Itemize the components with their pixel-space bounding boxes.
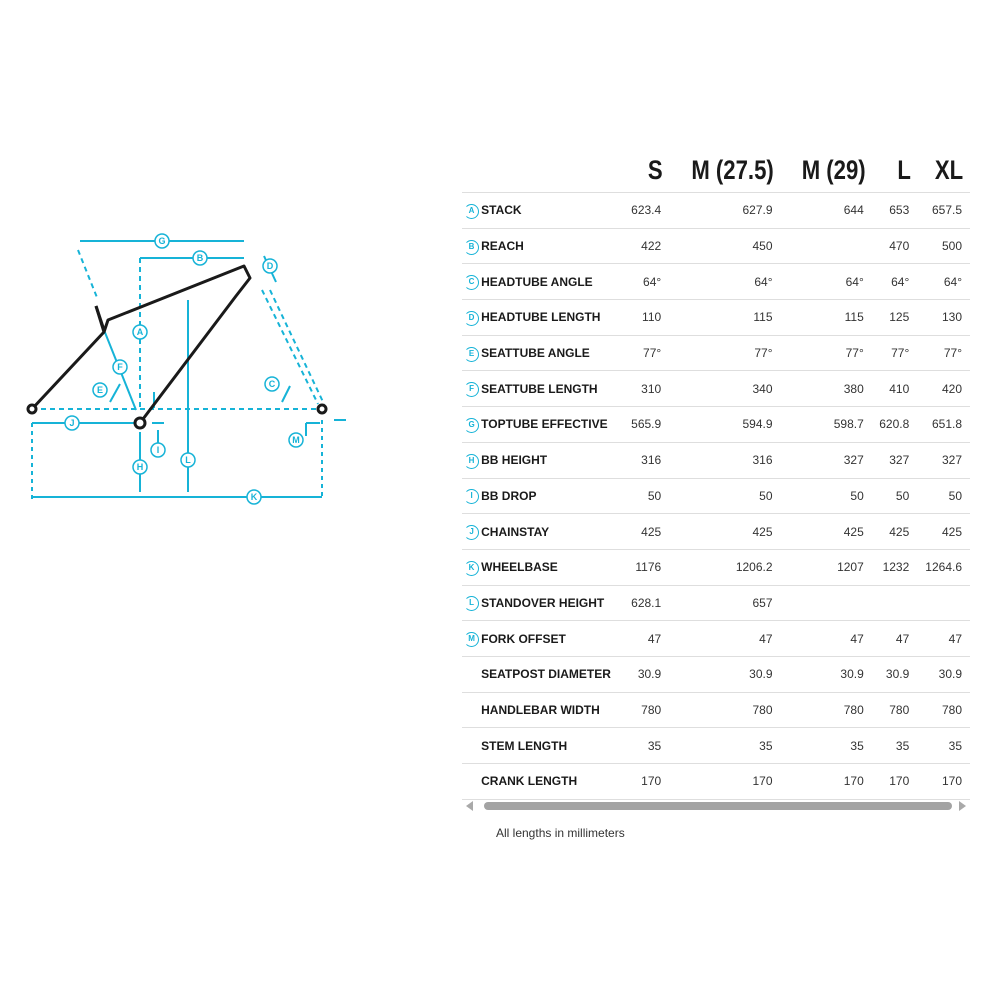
measurement-name: FORK OFFSET <box>481 621 611 657</box>
measurement-value: 644 <box>781 193 872 229</box>
badge-cell <box>462 228 481 264</box>
measurement-value: 422 <box>611 228 669 264</box>
measurement-value: 64° <box>611 264 669 300</box>
measurement-badge: D <box>464 311 479 326</box>
measurement-value: 30.9 <box>669 656 780 692</box>
measurement-value: 500 <box>917 228 970 264</box>
measurement-value: 780 <box>669 692 780 728</box>
measurement-value: 623.4 <box>611 193 669 229</box>
measurement-value: 657 <box>669 585 780 621</box>
measurement-value: 170 <box>611 764 669 800</box>
measurement-value: 310 <box>611 371 669 407</box>
measurement-value: 110 <box>611 300 669 336</box>
measurement-badge: H <box>464 454 479 469</box>
measurement-value: 35 <box>917 728 970 764</box>
measurement-badge: K <box>464 561 479 576</box>
units-footnote: All lengths in millimeters <box>496 826 625 840</box>
table-row <box>462 728 970 764</box>
measurement-value: 50 <box>872 478 918 514</box>
measurement-name: BB DROP <box>481 478 611 514</box>
measurement-value: 170 <box>917 764 970 800</box>
measurement-value: 1176 <box>611 549 669 585</box>
measurement-badge: J <box>464 525 479 540</box>
badge-cell <box>462 621 481 657</box>
measurement-value: 47 <box>872 621 918 657</box>
diagram-label-b: B <box>196 253 204 263</box>
measurement-value: 77° <box>669 335 780 371</box>
measurement-name: SEATPOST DIAMETER <box>481 656 611 692</box>
diagram-label-c: C <box>268 379 276 389</box>
measurement-name: HEADTUBE ANGLE <box>481 264 611 300</box>
measurement-name: HANDLEBAR WIDTH <box>481 692 611 728</box>
measurement-value: 594.9 <box>669 407 780 443</box>
geometry-table <box>462 150 970 800</box>
measurement-value: 47 <box>917 621 970 657</box>
table-row <box>462 478 970 514</box>
size-header-row <box>462 150 970 193</box>
measurement-name: CRANK LENGTH <box>481 764 611 800</box>
size-header-xl: XL <box>935 155 964 185</box>
measurement-value: 340 <box>669 371 780 407</box>
measurement-badge: C <box>464 275 479 290</box>
measurement-value: 64° <box>669 264 780 300</box>
measurement-value: 125 <box>872 300 918 336</box>
measurement-value: 565.9 <box>611 407 669 443</box>
measurement-name: REACH <box>481 228 611 264</box>
badge-cell <box>462 371 481 407</box>
badge-cell <box>462 300 481 336</box>
measurement-value: 425 <box>917 514 970 550</box>
header-spacer <box>504 150 610 193</box>
measurement-value: 35 <box>611 728 669 764</box>
measurement-value: 1206.2 <box>669 549 780 585</box>
scroll-right-arrow-icon[interactable] <box>959 801 966 811</box>
badge-cell <box>462 407 481 443</box>
measurement-value: 327 <box>872 442 918 478</box>
table-row <box>462 585 970 621</box>
badge-cell <box>462 764 481 800</box>
measurement-value: 657.5 <box>917 193 970 229</box>
measurement-value: 425 <box>669 514 780 550</box>
measurement-value <box>781 228 872 264</box>
measurement-value: 30.9 <box>781 656 872 692</box>
measurement-badge: M <box>464 632 479 647</box>
measurement-name: SEATTUBE LENGTH <box>481 371 611 407</box>
size-header-m-27-5: M (27.5) <box>691 155 774 185</box>
table-row <box>462 193 970 229</box>
measurement-value: 64° <box>872 264 918 300</box>
table-row <box>462 371 970 407</box>
table-row <box>462 228 970 264</box>
measurement-value: 327 <box>917 442 970 478</box>
measurement-value: 780 <box>917 692 970 728</box>
badge-cell <box>462 335 481 371</box>
measurement-value: 170 <box>669 764 780 800</box>
table-row <box>462 335 970 371</box>
size-header-l: L <box>897 155 911 185</box>
badge-cell <box>462 193 481 229</box>
table-row <box>462 300 970 336</box>
measurement-badge: E <box>464 347 479 362</box>
table-row <box>462 442 970 478</box>
measurement-value: 1232 <box>872 549 918 585</box>
measurement-value: 47 <box>611 621 669 657</box>
diagram-label-e: E <box>96 385 104 395</box>
measurement-value: 77° <box>917 335 970 371</box>
diagram-label-h: H <box>136 462 144 472</box>
measurement-value: 64° <box>917 264 970 300</box>
measurement-value: 316 <box>669 442 780 478</box>
badge-cell <box>462 692 481 728</box>
measurement-name: HEADTUBE LENGTH <box>481 300 611 336</box>
measurement-value: 620.8 <box>872 407 918 443</box>
measurement-value: 64° <box>781 264 872 300</box>
badge-cell <box>462 549 481 585</box>
measurement-value: 170 <box>872 764 918 800</box>
size-header-m-29: M (29) <box>801 155 866 185</box>
measurement-name: WHEELBASE <box>481 549 611 585</box>
measurement-value: 77° <box>781 335 872 371</box>
measurement-badge: F <box>464 382 479 397</box>
measurement-name: STACK <box>481 193 611 229</box>
measurement-value: 77° <box>611 335 669 371</box>
measurement-value: 50 <box>669 478 780 514</box>
measurement-value: 170 <box>781 764 872 800</box>
measurement-name: STEM LENGTH <box>481 728 611 764</box>
horizontal-scrollbar[interactable] <box>462 798 970 814</box>
measurement-value: 77° <box>872 335 918 371</box>
table-row <box>462 656 970 692</box>
size-header-s: S <box>647 155 663 185</box>
diagram-label-l: L <box>185 455 191 465</box>
measurement-value: 1264.6 <box>917 549 970 585</box>
scroll-thumb[interactable] <box>484 802 952 810</box>
measurement-value: 327 <box>781 442 872 478</box>
measurement-value: 425 <box>872 514 918 550</box>
measurement-value: 598.7 <box>781 407 872 443</box>
measurement-value: 35 <box>781 728 872 764</box>
measurement-name: TOPTUBE EFFECTIVE <box>481 407 611 443</box>
badge-cell <box>462 442 481 478</box>
measurement-value: 50 <box>781 478 872 514</box>
measurement-value: 316 <box>611 442 669 478</box>
measurement-value: 651.8 <box>917 407 970 443</box>
measurement-value: 627.9 <box>669 193 780 229</box>
measurement-value: 50 <box>917 478 970 514</box>
measurement-value: 380 <box>781 371 872 407</box>
measurement-badge: A <box>464 204 479 219</box>
scroll-left-arrow-icon[interactable] <box>466 801 473 811</box>
badge-cell <box>462 264 481 300</box>
badge-cell <box>462 514 481 550</box>
measurement-value: 1207 <box>781 549 872 585</box>
measurement-badge: L <box>464 596 479 611</box>
measurement-badge: B <box>464 240 479 255</box>
measurement-value: 35 <box>669 728 780 764</box>
diagram-label-a: A <box>136 327 144 337</box>
diagram-label-g: G <box>158 236 166 246</box>
measurement-value: 47 <box>669 621 780 657</box>
measurement-name: CHAINSTAY <box>481 514 611 550</box>
measurement-value <box>917 585 970 621</box>
table-row <box>462 549 970 585</box>
measurement-value: 420 <box>917 371 970 407</box>
header-spacer <box>465 150 481 193</box>
table-row <box>462 764 970 800</box>
diagram-label-j: J <box>69 418 75 428</box>
measurement-value: 410 <box>872 371 918 407</box>
measurement-value: 30.9 <box>611 656 669 692</box>
measurement-value: 425 <box>781 514 872 550</box>
diagram-label-d: D <box>266 261 274 271</box>
measurement-badge: I <box>464 489 479 504</box>
diagram-label-i: I <box>156 445 160 455</box>
measurement-value: 115 <box>781 300 872 336</box>
measurement-name: STANDOVER HEIGHT <box>481 585 611 621</box>
diagram-label-k: K <box>250 492 258 502</box>
measurement-value: 47 <box>781 621 872 657</box>
measurement-value: 450 <box>669 228 780 264</box>
measurement-value: 115 <box>669 300 780 336</box>
table-row <box>462 692 970 728</box>
measurement-value: 30.9 <box>872 656 918 692</box>
measurement-value: 470 <box>872 228 918 264</box>
badge-cell <box>462 585 481 621</box>
measurement-value: 628.1 <box>611 585 669 621</box>
table-row <box>462 407 970 443</box>
measurement-value: 35 <box>872 728 918 764</box>
diagram-label-f: F <box>117 362 123 372</box>
measurement-badge: G <box>464 418 479 433</box>
geometry-diagram <box>0 200 360 530</box>
measurement-name: BB HEIGHT <box>481 442 611 478</box>
measurement-value: 780 <box>872 692 918 728</box>
diagram-label-m: M <box>292 435 300 445</box>
measurement-value: 653 <box>872 193 918 229</box>
measurement-value <box>781 585 872 621</box>
measurement-value <box>872 585 918 621</box>
measurement-value: 30.9 <box>917 656 970 692</box>
measurement-value: 425 <box>611 514 669 550</box>
table-row <box>462 264 970 300</box>
table-row <box>462 514 970 550</box>
measurement-value: 780 <box>781 692 872 728</box>
badge-cell <box>462 656 481 692</box>
measurement-value: 780 <box>611 692 669 728</box>
badge-cell <box>462 478 481 514</box>
measurement-value: 130 <box>917 300 970 336</box>
table-row <box>462 621 970 657</box>
measurement-name: SEATTUBE ANGLE <box>481 335 611 371</box>
badge-cell <box>462 728 481 764</box>
measurement-value: 50 <box>611 478 669 514</box>
